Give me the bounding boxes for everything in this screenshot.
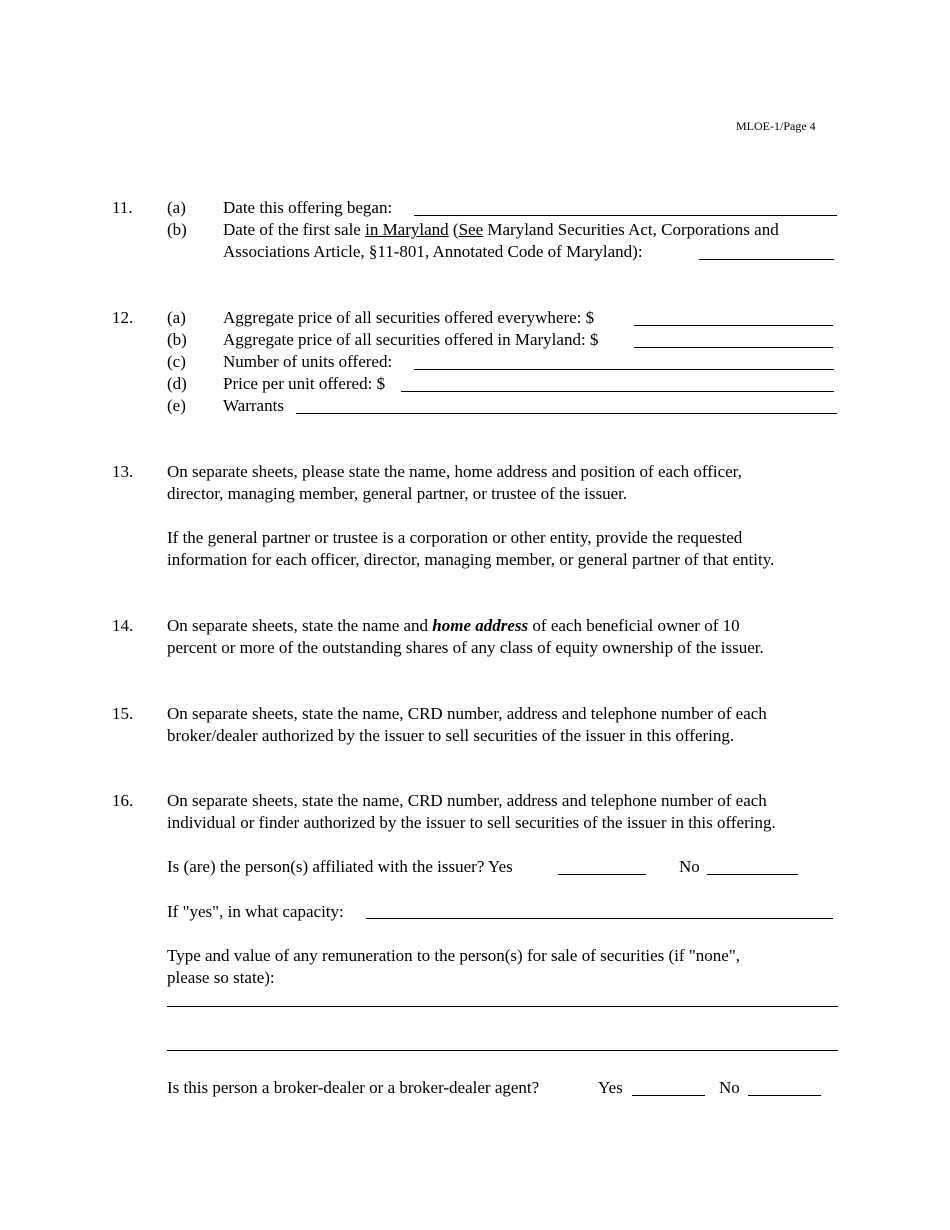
item-13-para2-line2: information for each officer, director, managing member, or general partner of that entity. — [167, 550, 775, 569]
item-11b-label-line2: Associations Article, §11-801, Annotated Code of Maryland): — [223, 242, 643, 261]
affiliated-question: Is (are) the person(s) affiliated with the issuer? Yes — [167, 857, 513, 876]
item-number-14: 14. — [112, 616, 134, 635]
first-sale-maryland-date-field[interactable] — [699, 259, 834, 260]
item-number-15: 15. — [112, 704, 134, 723]
item-16-line1: On separate sheets, state the name, CRD number, address and telephone number of each — [167, 791, 767, 810]
item-12c-label: Number of units offered: — [223, 352, 393, 371]
item-13-para1-line2: director, managing member, general partner, or trustee of the issuer. — [167, 484, 628, 503]
broker-dealer-question: Is this person a broker-dealer or a broker-dealer agent? — [167, 1078, 540, 1097]
broker-dealer-no-field[interactable] — [748, 1095, 821, 1096]
price-per-unit-field[interactable] — [401, 391, 834, 392]
offering-began-date-field[interactable] — [414, 215, 837, 216]
page-label: MLOE-1/Page 4 — [736, 119, 816, 133]
units-offered-field[interactable] — [414, 369, 834, 370]
aggregate-price-everywhere-field[interactable] — [634, 325, 833, 326]
item-11a-letter: (a) — [167, 198, 186, 217]
item-14-line2: percent or more of the outstanding shares of any class of equity ownership of the issuer. — [167, 638, 764, 657]
item-15-line1: On separate sheets, state the name, CRD number, address and telephone number of each — [167, 704, 767, 723]
broker-dealer-yes-field[interactable] — [632, 1095, 705, 1096]
item-13-para1-line1: On separate sheets, please state the name, home address and position of each officer, — [167, 462, 742, 481]
item-11b-label: Date of the first sale in Maryland (See Maryland Securities Act, Corporations and — [223, 220, 779, 239]
item-number-13: 13. — [112, 462, 134, 481]
item-12a-label: Aggregate price of all securities offered everywhere: $ — [223, 308, 595, 327]
aggregate-price-maryland-field[interactable] — [634, 347, 833, 348]
capacity-field[interactable] — [366, 918, 833, 919]
item-12d-label: Price per unit offered: $ — [223, 374, 386, 393]
item-number-16: 16. — [112, 791, 134, 810]
item-12b-letter: (b) — [167, 330, 187, 349]
item-12e-label: Warrants — [223, 396, 284, 415]
item-14-line1: On separate sheets, state the name and home address of each beneficial owner of 10 — [167, 616, 740, 635]
item-13-para2-line1: If the general partner or trustee is a corporation or other entity, provide the requested — [167, 528, 743, 547]
remuneration-question-line2: please so state): — [167, 968, 275, 987]
item-16-line2: individual or finder authorized by the issuer to sell securities of the issuer in this offering. — [167, 813, 776, 832]
affiliated-yes-field[interactable] — [558, 874, 646, 875]
warrants-field[interactable] — [296, 413, 837, 414]
item-12b-label: Aggregate price of all securities offered in Maryland: $ — [223, 330, 599, 349]
item-12a-letter: (a) — [167, 308, 186, 327]
item-11a-label: Date this offering began: — [223, 198, 393, 217]
affiliated-no-field[interactable] — [707, 874, 798, 875]
item-number-12: 12. — [112, 308, 134, 327]
capacity-question: If "yes", in what capacity: — [167, 902, 344, 921]
remuneration-field-line2[interactable] — [167, 1050, 838, 1051]
remuneration-question-line1: Type and value of any remuneration to the person(s) for sale of securities (if "none", — [167, 946, 741, 965]
item-12c-letter: (c) — [167, 352, 186, 371]
broker-dealer-no-label: No — [719, 1078, 740, 1097]
item-15-line2: broker/dealer authorized by the issuer to sell securities of the issuer in this offering. — [167, 726, 735, 745]
item-number-11: 11. — [112, 198, 133, 217]
item-11b-letter: (b) — [167, 220, 187, 239]
remuneration-field-line1[interactable] — [167, 1006, 838, 1007]
affiliated-no-label: No — [679, 857, 700, 876]
item-12e-letter: (e) — [167, 396, 186, 415]
item-12d-letter: (d) — [167, 374, 187, 393]
broker-dealer-yes-label: Yes — [598, 1078, 623, 1097]
